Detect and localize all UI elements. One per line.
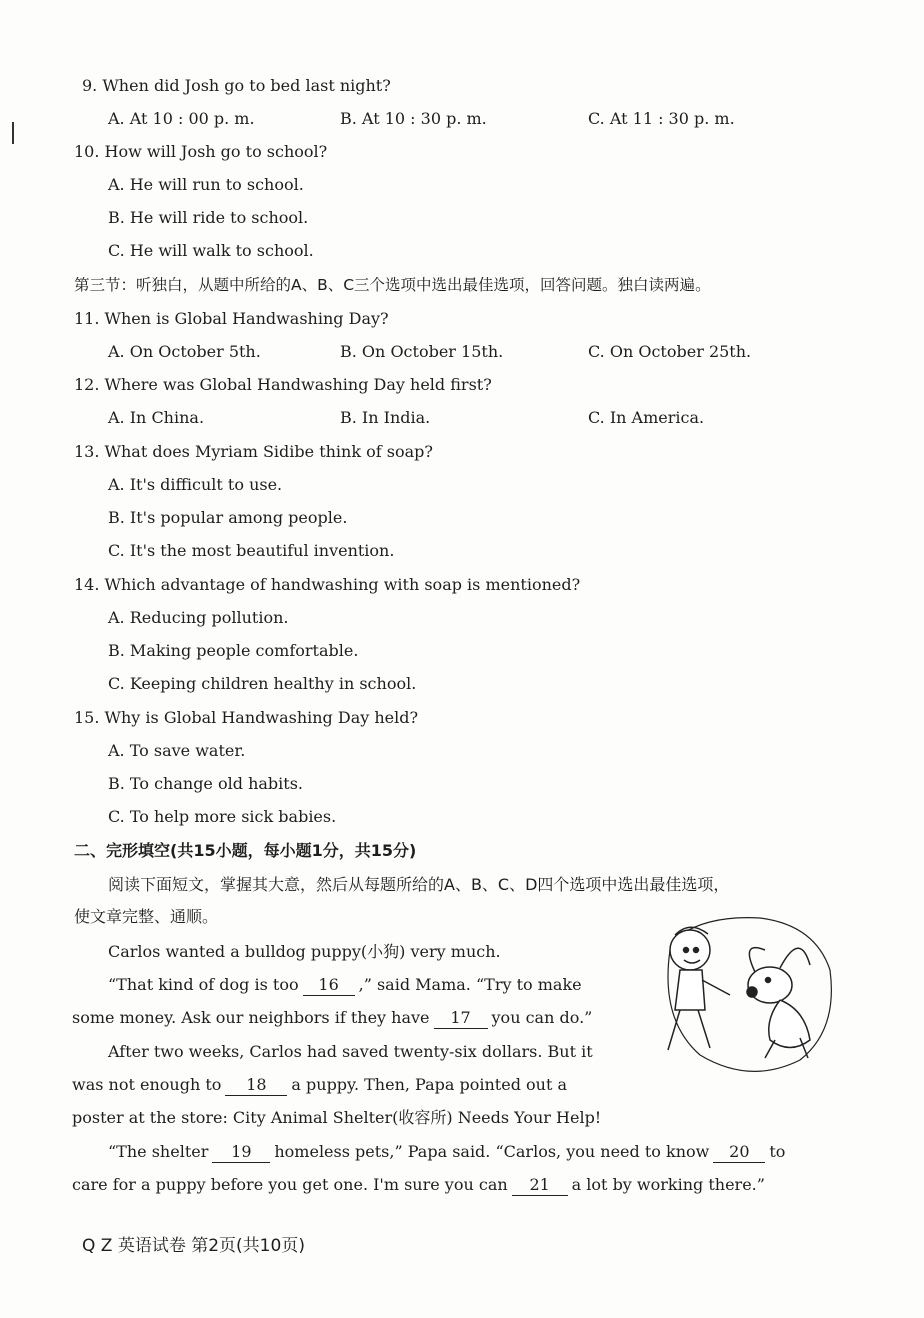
blank-17[interactable]: 17 [434,1008,488,1029]
boy-eye-left [684,948,689,953]
passage-line-1: Carlos wanted a bulldog puppy(小狗) very much. [108,942,501,961]
passage-text: care for a puppy before you get one. I'm sure you can [72,1175,508,1194]
q13-option-a[interactable]: A. It's difficult to use. [108,475,283,494]
q10-option-a[interactable]: A. He will run to school. [108,175,304,194]
boy-arm [702,980,730,995]
blank-16[interactable]: 16 [303,975,355,996]
passage-text: “That kind of dog is too [108,975,299,994]
q12-option-b[interactable]: B. In India. [340,408,431,427]
margin-mark [12,122,14,144]
boy-head [670,930,710,970]
blank-21[interactable]: 21 [512,1175,568,1196]
passage-line-8 [72,1175,765,1196]
cloze-instruction-line2: 使文章完整、通顺。 [74,907,219,926]
q9-stem: 9. When did Josh go to bed last night? [82,76,391,95]
passage-text: homeless pets,” Papa said. “Carlos, you need to know [274,1142,710,1161]
passage-text: a lot by working there.” [571,1175,765,1194]
dog-eye [766,978,771,983]
passage-text: some money. Ask our neighbors if they have [72,1008,430,1027]
q11-option-c[interactable]: C. On October 25th. [588,342,752,361]
q10-stem: 10. How will Josh go to school? [74,142,328,161]
boy-and-dog-illustration [640,910,840,1075]
passage-line-2 [108,975,582,996]
passage-text: “The shelter [108,1142,209,1161]
passage-line-6: poster at the store: City Animal Shelter(收容所) Needs Your Help! [72,1108,602,1127]
q11-option-a[interactable]: A. On October 5th. [108,342,261,361]
q14-option-a[interactable]: A. Reducing pollution. [108,608,289,627]
blank-20[interactable]: 20 [713,1142,765,1163]
illustration-group [668,918,831,1072]
passage-line-5 [72,1075,567,1096]
section3-instruction: 第三节：听独白，从题中所给的A、B、C三个选项中选出最佳选项，回答问题。独白读两遍。 [74,276,711,294]
blank-18[interactable]: 18 [225,1075,287,1096]
passage-text: ,” said Mama. “Try to make [358,975,582,994]
q11-stem: 11. When is Global Handwashing Day? [74,309,389,328]
q12-option-c[interactable]: C. In America. [588,408,705,427]
q9-option-c[interactable]: C. At 11 : 30 p. m. [588,109,735,128]
page-footer: Q Z 英语试卷 第2页(共10页) [82,1236,305,1256]
boy-eye-right [694,948,699,953]
q10-option-b[interactable]: B. He will ride to school. [108,208,309,227]
q11-option-b[interactable]: B. On October 15th. [340,342,504,361]
passage-line-7 [108,1142,785,1163]
q15-option-c[interactable]: C. To help more sick babies. [108,807,337,826]
passage-text: to [769,1142,786,1161]
q14-option-b[interactable]: B. Making people comfortable. [108,641,359,660]
blank-19[interactable]: 19 [212,1142,270,1163]
passage-text: you can do.” [491,1008,593,1027]
q15-option-b[interactable]: B. To change old habits. [108,774,303,793]
cloze-instruction-line1: 阅读下面短文，掌握其大意，然后从每题所给的A、B、C、D四个选项中选出最佳选项， [108,875,730,894]
passage-text: a puppy. Then, Papa pointed out a [291,1075,568,1094]
q9-option-a[interactable]: A. At 10 : 00 p. m. [108,109,255,128]
q15-option-a[interactable]: A. To save water. [108,741,246,760]
q15-stem: 15. Why is Global Handwashing Day held? [74,708,419,727]
q13-option-b[interactable]: B. It's popular among people. [108,508,348,527]
passage-line-3 [72,1008,592,1029]
q10-option-c[interactable]: C. He will walk to school. [108,241,314,260]
q12-stem: 12. Where was Global Handwashing Day held first? [74,375,492,394]
dog-ear-right [780,948,810,968]
q14-option-c[interactable]: C. Keeping children healthy in school. [108,674,417,693]
cloze-heading: 二、完形填空(共15小题，每小题1分，共15分) [74,841,417,860]
q12-option-a[interactable]: A. In China. [108,408,205,427]
passage-text: was not enough to [72,1075,222,1094]
dog-head [748,967,792,1003]
q14-stem: 14. Which advantage of handwashing with soap is mentioned? [74,575,581,594]
q13-stem: 13. What does Myriam Sidibe think of soap? [74,442,433,461]
q13-option-c[interactable]: C. It's the most beautiful invention. [108,541,395,560]
boy-body [675,970,705,1010]
passage-line-4: After two weeks, Carlos had saved twenty-six dollars. But it [108,1042,593,1061]
q9-option-b[interactable]: B. At 10 : 30 p. m. [340,109,487,128]
dog-nose [747,987,757,997]
